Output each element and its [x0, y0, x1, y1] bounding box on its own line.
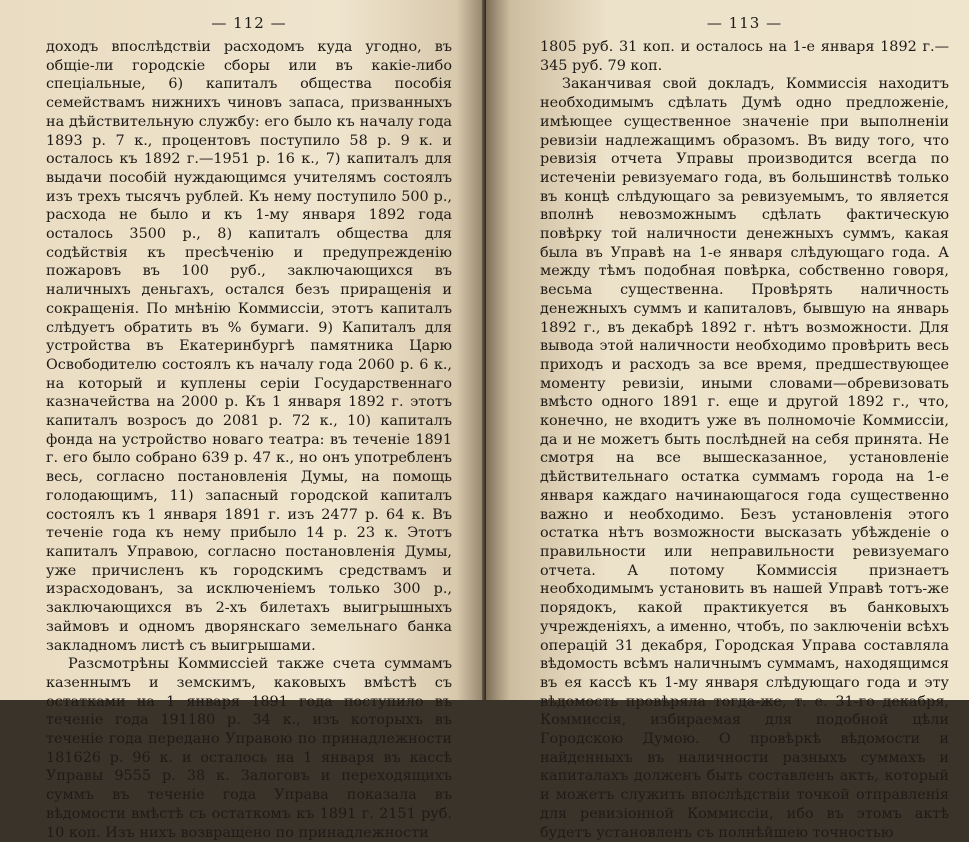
left-paragraph-1: доходъ впослѣдствіи расходомъ куда угодно, въ общіе-ли городскіе сборы или въ какіе-либо спеціальные, 6) капиталъ общества пособія семействамъ нижнихъ чиновъ запаса, призванныхъ на дѣйствительную службу: его было къ началу года 1893 р. 7 к., процентовъ поступило 58 р. 9 к. и осталось къ 1892 г.—1951 р. 16 к., 7) капиталъ для выдачи пособій нуждающимся учителямъ состоялъ изъ трехъ тысячъ рублей. Къ нему поступило 500 р., расхода не было и къ 1-му января 1892 года осталось 3500 р., 8) капиталъ общества для содѣйствія къ пресѣченію и предупрежденію пожаровъ въ 100 руб., заключающихся въ наличныхъ деньгахъ, остался безъ приращенія и сокращенія. По мнѣнію Коммиссіи, этотъ капиталъ слѣдуетъ обратить въ % бумаги. 9) Капиталъ для устройства въ Екатеринбургѣ памятника Царю Освободителю состоялъ къ началу года 2060 р. 6 к., на который и куплены серіи Государственнаго казначейства на 2000 р. Къ 1 января 1892 г. этотъ капиталъ возросъ до 2081 р. 72 к., 10) капиталъ фонда на устройство новаго театра: въ теченіе 1891 г. его было собрано 639 р. 47 к., но онъ употребленъ весь, согласно постановленія Думы, на помощь голодающимъ, 11) запасный городской капиталъ состоялъ къ 1 января 1891 г. изъ 2477 р. 64 к. Въ теченіе года къ нему прибыло 14 р. 23 к. Этотъ капиталъ Управою, согласно постановленія Думы, уже причисленъ къ городскимъ средствамъ и израсходованъ, за исключеніемъ только 300 р., заключающихся въ 2-хъ билетахъ выигрышныхъ займовъ и одномъ дворянскаго земельнаго банка закладномъ листѣ съ выигрышами. — [46, 39, 452, 654]
right-page — [486, 0, 969, 841]
right-paragraph-1: 1805 руб. 31 коп. и осталось на 1-е января 1892 г.— 345 руб. 79 коп. — [540, 39, 949, 74]
page-number-113: — 113 — — [706, 14, 783, 32]
page-number-112: — 112 — — [211, 14, 287, 32]
right-page-text — [540, 38, 949, 842]
right-paragraph-2: Заканчивая свой докладъ, Коммиссія находитъ необходимымъ сдѣлать Думѣ одно предложеніе, имѣющее существенное значеніе при выполненіи ревизіи надлежащимъ образомъ. Въ виду того, что ревизія отчета Управы производится всегда по истеченіи ревизуемаго года, въ большинствѣ только въ концѣ слѣдующаго за ревизуемымъ, то является вполнѣ невозможнымъ сдѣлать фактическую повѣрку той наличности денежныхъ суммъ, какая была въ Управѣ на 1-е января слѣдующаго года. А между тѣмъ подобная повѣрка, собственно говоря, весьма существенна. Провѣрять наличность денежныхъ суммъ и капиталовъ, бывшую на январь 1892 г., въ декабрѣ 1892 г. нѣтъ возможности. Для вывода этой наличности необходимо провѣрить весь приходъ и расходъ за все время, предшествующее моменту ревизіи, иными словами—обревизовать вмѣсто одного 1891 г. еще и другой 1892 г., что, конечно, не входитъ уже въ полномочіе Коммиссіи, да и не можетъ быть послѣдней на себя принята. Не смотря на все вышесказанное, установленіе дѣйствительнаго остатка суммамъ города на 1-е января каждаго начинающагося года существенно важно и необходимо. Безъ установленія этого остатка нѣтъ возможности высказать убѣжденіе о правильности или неправильности ревизуемаго отчета. А потому Коммиссія признаетъ необходимымъ установить въ нашей Управѣ тотъ-же порядокъ, какой практикуется въ банковыхъ учрежденіяхъ, а именно, чтобъ, по заключеніи всѣхъ операцій 31 декабря, Городская Управа составляла вѣдомость всѣмъ наличнымъ суммамъ, находящимся въ ея кассѣ къ 1-му января слѣдующаго года и эту вѣдомость провѣряла тогда-же, т. е. 31-го декабря, Коммиссія, избираемая для подобной цѣли Городскою Думою. О провѣркѣ вѣдомости и найденныхъ въ наличности разныхъ суммахъ и капиталахъ долженъ быть составленъ актъ, который и можетъ служить впослѣдствіи точкой отправленія для ревизіонной Коммиссіи, ибо въ этомъ актѣ будетъ установленъ съ полнѣйшею точностью — [540, 76, 949, 841]
left-page-text — [46, 38, 452, 842]
left-paragraph-2: Разсмотрѣны Коммиссіей также счета суммамъ казеннымъ и земскимъ, каковыхъ вмѣстѣ съ остатками на 1 января 1891 года поступило въ теченіе года 191180 р. 34 к., изъ которыхъ въ теченіе года передано Управою по принадлежности 181626 р. 96 к. и осталось на 1 января въ кассѣ Управы 9555 р. 38 к. Залоговъ и переходящихъ суммъ въ теченіе года Управа показала въ вѣдомости вмѣстѣ съ остаткомъ къ 1891 г. 2151 руб. 10 коп. Изъ нихъ возвращено по принадлежности — [46, 656, 452, 841]
